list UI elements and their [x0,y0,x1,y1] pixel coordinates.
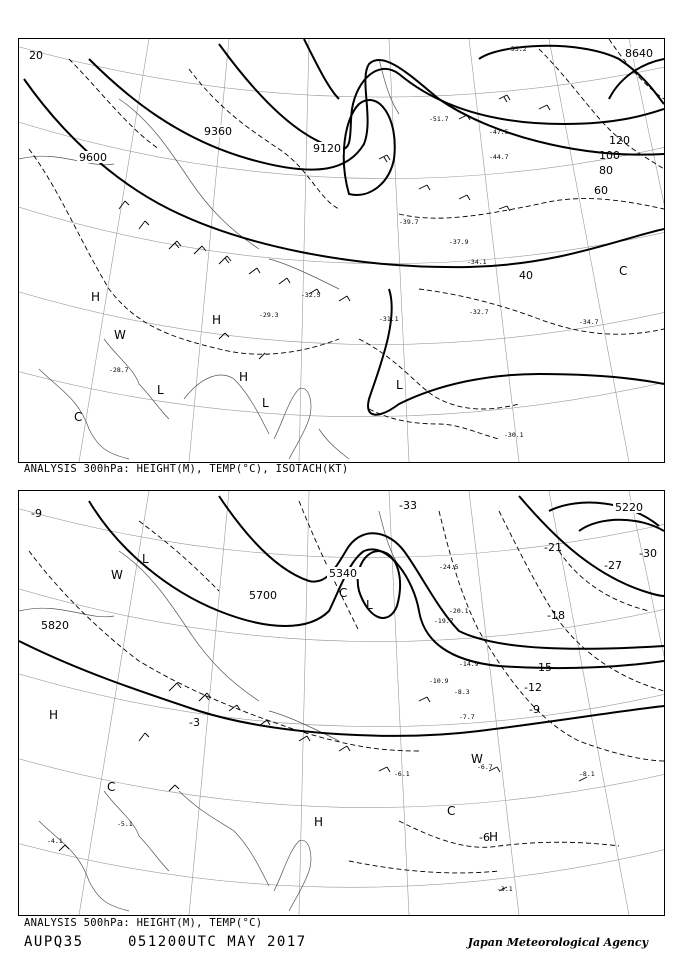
agency-credit: Japan Meteorological Agency [467,936,648,949]
cold-center: C [619,264,628,278]
isotach-label-120: 120 [609,134,630,147]
isotach-label-20: 20 [29,49,43,62]
chart-300hpa [18,38,665,463]
station-value: -34.1 [467,258,487,266]
station-value: -19.7 [434,617,454,625]
station-value: -37.9 [449,238,469,246]
temp-label: -33 [399,499,417,512]
height-label-5340: 5340 [329,567,357,580]
low-center: L [157,383,164,397]
height-label-5700: 5700 [249,589,277,602]
graticule [19,39,664,462]
height-label-8640: 8640 [625,47,653,60]
station-value: -8.1 [579,770,595,778]
station-value: -28.7 [109,366,129,374]
temp-label: -12 [524,681,542,694]
warm-center: W [111,568,123,582]
station-value: -5.1 [117,820,133,828]
station-value: -29.3 [259,311,279,319]
temp-label: -9 [31,507,42,520]
warm-center: W [471,752,483,766]
isotach-label-80: 80 [599,164,613,177]
chart-300hpa-caption: ANALYSIS 300hPa: HEIGHT(M), TEMP(°C), ISOTACH(KT) [24,463,349,475]
low-center: L [396,378,403,392]
wind-barbs [119,95,550,359]
station-value: -6.7 [477,763,493,771]
contour-labels [31,499,657,844]
chart-300hpa-map [19,39,664,462]
station-value: -34.7 [579,318,599,326]
station-value: -20.1 [449,607,469,615]
station-value: -8.3 [454,688,470,696]
temp-label: -15 [534,661,552,674]
station-value: -4.1 [47,837,63,845]
station-value: -24.5 [439,563,459,571]
station-value: -39.7 [399,218,419,226]
station-value: -7.7 [459,713,475,721]
station-value: -32.7 [469,308,489,316]
station-value: -6.1 [394,770,410,778]
high-center: H [49,708,59,722]
high-center: H [239,370,249,384]
temp-label: -30 [639,547,657,560]
temp-label: -27 [604,559,622,572]
cold-center: C [107,780,116,794]
high-center: H [489,830,499,844]
chart-identifier: AUPQ35 [24,934,84,950]
station-value: -47.5 [489,128,509,136]
temp-label: -21 [544,541,562,554]
temp-label: -18 [547,609,565,622]
station-value: -3.1 [497,885,513,893]
height-label-9120: 9120 [313,142,341,155]
high-center: H [91,290,101,304]
isotach-label-60: 60 [594,184,608,197]
height-contours [24,39,664,415]
station-value: -10.9 [429,677,449,685]
station-value: -53.2 [507,45,527,53]
station-value: -44.7 [489,153,509,161]
station-value: -31.1 [379,315,399,323]
isotach-label-40: 40 [519,269,533,282]
cold-center: C [447,804,456,818]
station-value: -14.9 [459,660,479,668]
temp-label: -9 [529,703,540,716]
valid-time: 051200UTC MAY 2017 [128,934,307,950]
low-center: L [142,552,149,566]
low-center: L [366,598,373,612]
height-label-9600: 9600 [79,151,107,164]
wind-barbs [59,683,587,891]
high-center: H [314,815,324,829]
high-center: H [212,313,222,327]
graticule [19,491,664,915]
temperature-contours [29,501,664,873]
temp-label: -6 [479,831,490,844]
station-value: -30.1 [504,431,524,439]
temp-label: -3 [189,716,200,729]
isotach-label-100: 100 [599,149,620,162]
height-label-5820: 5820 [41,619,69,632]
height-label-9360: 9360 [204,125,232,138]
low-center: L [262,396,269,410]
cold-center: C [339,586,348,600]
isotach-contours [29,39,664,439]
station-value: -51.7 [429,115,449,123]
chart-500hpa [18,490,665,916]
station-value: -32.5 [301,291,321,299]
height-label-5220: 5220 [615,501,643,514]
warm-center: W [114,328,126,342]
chart-500hpa-map [19,491,664,915]
chart-500hpa-caption: ANALYSIS 500hPa: HEIGHT(M), TEMP(°C) [24,917,263,929]
cold-center: C [74,410,83,424]
